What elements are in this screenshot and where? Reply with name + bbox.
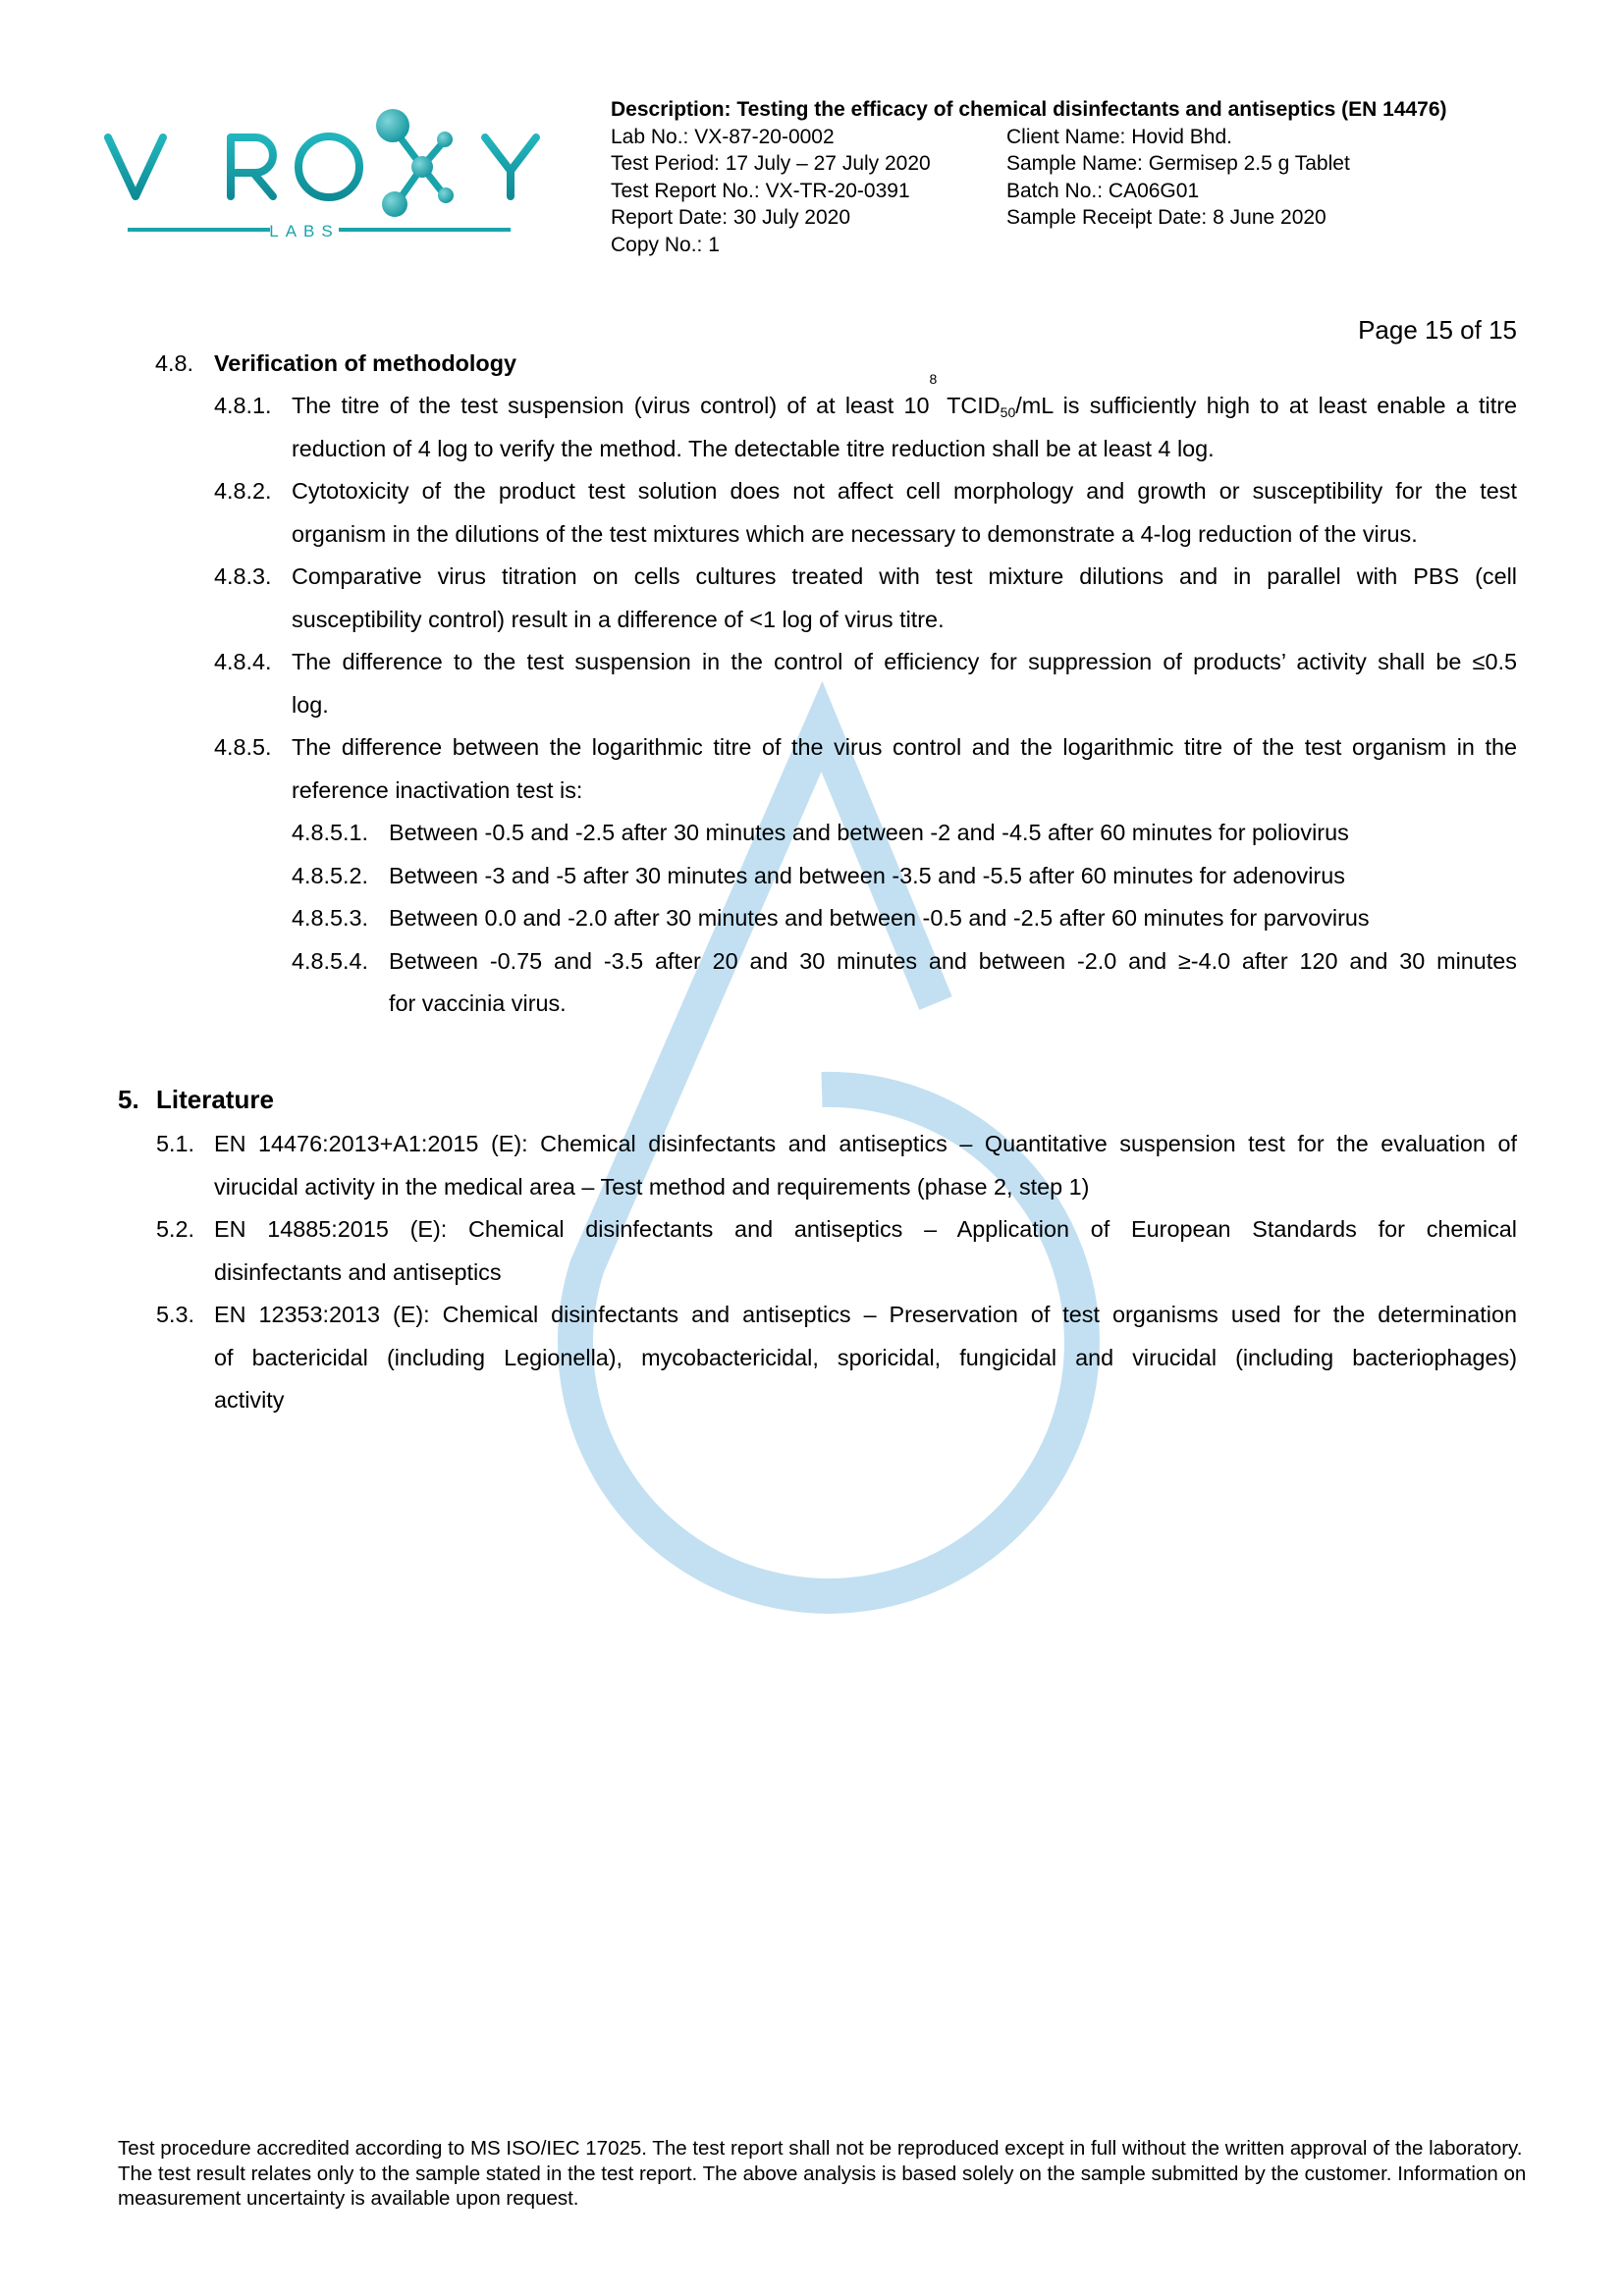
footer-disclaimer: Test procedure accredited according to MS ISO/IEC 17025. The test report shall not be reproduced except in full without the written approval of the laboratory. The test result relates only to the sample stated in the test report. The above analysis is based solely on the sample submitted by the customer. Information on measurement uncertainty is available upon request. [118, 2137, 1527, 2211]
reference-text: of bactericidal (including Legionella), mycobactericidal, sporicidal, fungicidal and virucidal (including bacteriophages) [214, 1345, 1517, 1370]
item-text: The difference to the test suspension in the control of efficiency for suppression of products’ activity shall be ≤0.5 [292, 649, 1517, 674]
item-text: organism in the dilutions of the test mixtures which are necessary to demonstrate a 4-log reduction of the virus. [292, 521, 1418, 547]
batch-no: Batch No.: CA06G01 [1006, 179, 1200, 202]
item-number: 4.8.2. [214, 478, 272, 504]
reference-text: EN 14476:2013+A1:2015 (E): Chemical disinfectants and antiseptics – Quantitative suspension test for the evaluation of [214, 1131, 1517, 1156]
lab-no: Lab No.: VX-87-20-0002 [611, 125, 835, 148]
test-period: Test Period: 17 July – 27 July 2020 [611, 152, 931, 176]
reference-number: 5.2. [156, 1216, 195, 1242]
section-number: 5. [118, 1085, 139, 1114]
sample-receipt-date: Sample Receipt Date: 8 June 2020 [1006, 206, 1326, 230]
reference-text: virucidal activity in the medical area – Test method and requirements (phase 2, step 1) [214, 1174, 1090, 1200]
reference-number: 5.1. [156, 1131, 195, 1156]
item-text: susceptibility control) result in a difference of <1 log of virus titre. [292, 607, 945, 632]
subitem-number: 4.8.5.2. [292, 863, 369, 888]
item-text: Comparative virus titration on cells cultures treated with test mixture dilutions and in parallel with PBS (cell [292, 563, 1517, 589]
sample-name: Sample Name: Germisep 2.5 g Tablet [1006, 152, 1350, 176]
item-text: log. [292, 692, 329, 718]
subitem-text: Between -3 and -5 after 30 minutes and between -3.5 and -5.5 after 60 minutes for adenovirus [389, 863, 1345, 888]
viroxy-logo [98, 100, 550, 242]
reference-text: disinfectants and antiseptics [214, 1259, 502, 1285]
item-text: reference inactivation test is: [292, 777, 583, 803]
subitem-number: 4.8.5.4. [292, 948, 369, 974]
test-report-no: Test Report No.: VX-TR-20-0391 [611, 179, 910, 202]
item-number: 4.8.1. [214, 393, 272, 418]
reference-text: EN 14885:2015 (E): Chemical disinfectants and antiseptics – Application of European Standards for chemical [214, 1216, 1517, 1242]
report-date: Report Date: 30 July 2020 [611, 206, 850, 230]
reference-text: EN 12353:2013 (E): Chemical disinfectants and antiseptics – Preservation of test organisms used for the determination [214, 1302, 1517, 1327]
subitem-number: 4.8.5.1. [292, 820, 369, 845]
section-title: Verification of methodology [214, 350, 516, 376]
description-line: Description: Testing the efficacy of chemical disinfectants and antiseptics (EN 14476) [611, 98, 1447, 121]
copy-no: Copy No.: 1 [611, 233, 720, 256]
item-number: 4.8.5. [214, 734, 272, 760]
subitem-text: for vaccinia virus. [389, 990, 567, 1016]
item-text: The difference between the logarithmic titre of the virus control and the logarithmic titre of the test organism in the [292, 734, 1517, 760]
item-text: reduction of 4 log to verify the method. The detectable titre reduction shall be at least 4 log. [292, 436, 1215, 461]
subitem-text: Between 0.0 and -2.0 after 30 minutes and between -0.5 and -2.5 after 60 minutes for parvovirus [389, 905, 1370, 931]
subitem-text: Between -0.75 and -3.5 after 20 and 30 minutes and between -2.0 and ≥-4.0 after 120 and 30 minutes [389, 948, 1517, 974]
section-title: Literature [156, 1085, 274, 1114]
subitem-text: Between -0.5 and -2.5 after 30 minutes and between -2 and -4.5 after 60 minutes for poliovirus [389, 820, 1349, 845]
item-number: 4.8.4. [214, 649, 272, 674]
client-name: Client Name: Hovid Bhd. [1006, 125, 1232, 148]
reference-number: 5.3. [156, 1302, 195, 1327]
item-text: The titre of the test suspension (virus control) of at least $10^8$ $TCID_{50}/mL$ is sufficiently high to at least enable a titre [292, 371, 1517, 420]
item-number: 4.8.3. [214, 563, 272, 589]
logo-subtitle: LABS [269, 222, 340, 240]
reference-text: activity [214, 1387, 285, 1413]
page-number: Page 15 of 15 [1358, 315, 1517, 345]
item-text: Cytotoxicity of the product test solution does not affect cell morphology and growth or susceptibility for the test [292, 478, 1517, 504]
section-number: 4.8. [155, 350, 194, 376]
subitem-number: 4.8.5.3. [292, 905, 369, 931]
report-header-right [1006, 124, 1350, 232]
